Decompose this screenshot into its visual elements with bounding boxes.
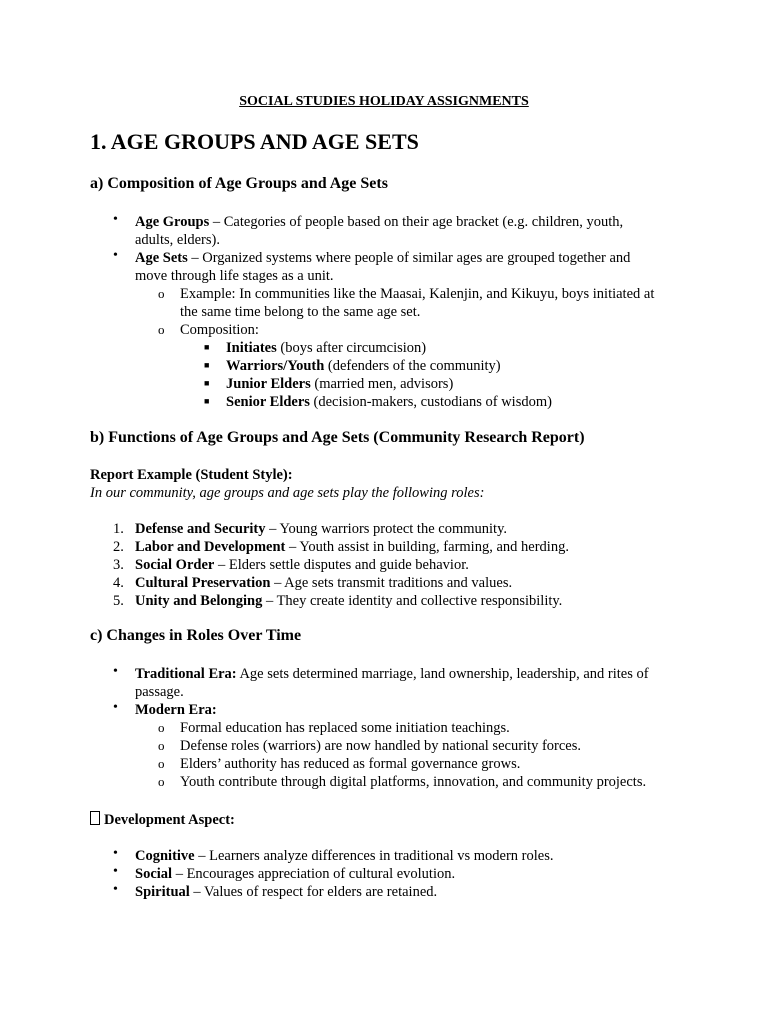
- bullet-icon: •: [113, 846, 118, 861]
- bullet-icon: •: [113, 882, 118, 897]
- square-bullet-icon: ■: [204, 342, 210, 352]
- section-c-heading: c) Changes in Roles Over Time: [90, 627, 302, 644]
- list-number: 5.: [113, 593, 124, 609]
- square-bullet-icon: ■: [204, 360, 210, 370]
- circle-bullet-icon: o: [158, 286, 165, 301]
- list-item: Modern Era:: [135, 702, 217, 718]
- list-item: Youth contribute through digital platforms, innovation, and community projects.: [180, 774, 647, 790]
- circle-bullet-icon: o: [158, 322, 165, 337]
- list-item-continuation: adults, elders).: [135, 232, 220, 248]
- list-item: Spiritual – Values of respect for elders are retained.: [135, 884, 438, 900]
- list-item: Traditional Era: Age sets determined marriage, land ownership, leadership, and rites of: [135, 666, 649, 682]
- list-item: Defense and Security – Young warriors protect the community.: [135, 521, 508, 537]
- circle-bullet-icon: o: [158, 720, 165, 735]
- development-label: Development Aspect:: [90, 811, 235, 829]
- square-bullet-icon: ■: [204, 378, 210, 388]
- list-item-continuation: the same time belong to the same age set.: [180, 304, 421, 320]
- list-number: 3.: [113, 557, 124, 573]
- list-item: Elders’ authority has reduced as formal governance grows.: [180, 756, 521, 772]
- bullet-icon: •: [113, 212, 118, 227]
- list-item: Cultural Preservation – Age sets transmit traditions and values.: [135, 575, 513, 591]
- list-item: Senior Elders (decision-makers, custodians of wisdom): [226, 394, 552, 410]
- list-number: 1.: [113, 521, 124, 537]
- section-a-heading: a) Composition of Age Groups and Age Sets: [90, 175, 388, 192]
- list-item: Age Groups – Categories of people based on their age bracket (e.g. children, youth,: [135, 214, 624, 230]
- list-item: Defense roles (warriors) are now handled by national security forces.: [180, 738, 582, 754]
- circle-bullet-icon: o: [158, 774, 165, 789]
- section-b-heading: b) Functions of Age Groups and Age Sets (Community Research Report): [90, 429, 585, 446]
- list-item: Formal education has replaced some initiation teachings.: [180, 720, 510, 736]
- list-item: Cognitive – Learners analyze differences in traditional vs modern roles.: [135, 848, 554, 864]
- list-item: Age Sets – Organized systems where people of similar ages are grouped together and: [135, 250, 631, 266]
- circle-bullet-icon: o: [158, 738, 165, 753]
- circle-bullet-icon: o: [158, 756, 165, 771]
- bullet-icon: •: [113, 248, 118, 263]
- report-intro: In our community, age groups and age sets play the following roles:: [90, 485, 485, 501]
- report-label: Report Example (Student Style):: [90, 467, 293, 483]
- list-item: Unity and Belonging – They create identity and collective responsibility.: [135, 593, 563, 609]
- list-item: Junior Elders (married men, advisors): [226, 376, 454, 392]
- list-item: Example: In communities like the Maasai, Kalenjin, and Kikuyu, boys initiated at: [180, 286, 655, 302]
- list-item: Social – Encourages appreciation of cultural evolution.: [135, 866, 456, 882]
- list-item: Composition:: [180, 322, 259, 338]
- bullet-icon: •: [113, 700, 118, 715]
- list-item-continuation: move through life stages as a unit.: [135, 268, 334, 284]
- bullet-icon: •: [113, 664, 118, 679]
- list-number: 4.: [113, 575, 124, 591]
- bullet-icon: •: [113, 864, 118, 879]
- document-title: SOCIAL STUDIES HOLIDAY ASSIGNMENTS: [239, 94, 529, 109]
- list-item: Labor and Development – Youth assist in building, farming, and herding.: [135, 539, 569, 555]
- list-item: Social Order – Elders settle disputes and guide behavior.: [135, 557, 469, 573]
- main-heading: 1. AGE GROUPS AND AGE SETS: [90, 129, 419, 154]
- missing-glyph-icon: [90, 811, 100, 825]
- list-number: 2.: [113, 539, 124, 555]
- list-item: Warriors/Youth (defenders of the community): [226, 358, 501, 374]
- list-item: Initiates (boys after circumcision): [226, 340, 427, 356]
- list-item-continuation: passage.: [135, 684, 184, 700]
- square-bullet-icon: ■: [204, 396, 210, 406]
